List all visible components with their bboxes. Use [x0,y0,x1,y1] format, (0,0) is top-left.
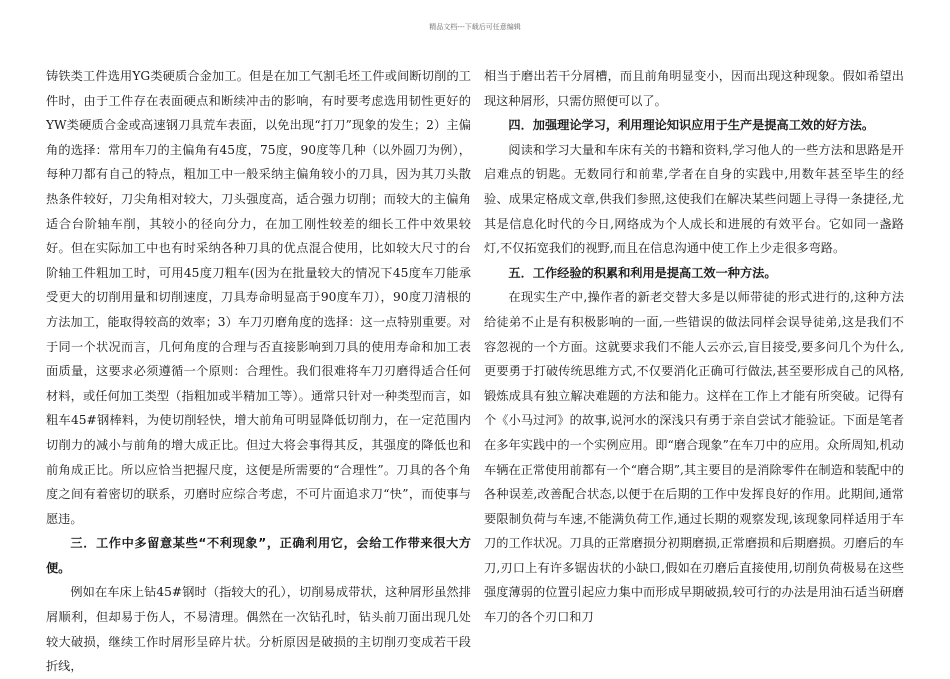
section-heading-5: 五．工作经验的积累和利用是提高工效一种方法。 [508,265,777,280]
paragraph-continuation: 相当于磨出若干分屑槽，而且前角明显变小，因而出现这种现象。假如希望出现这种屑形，只需仿照便可以了。 [484,69,904,108]
page-header: 精品文档---下载后可任意编辑 [429,23,521,31]
section-heading-3: 三．工作中多留意某些“不利现象”，正确利用它，会给工作带来很大方便。 [46,536,471,575]
right-column [484,64,904,664]
paragraph-tool-selection: 铸铁类工件选用YG类硬质合金加工。但是在加工气割毛坯工件或间断切削的工件时，由于工件存在表面硬点和断续冲击的影响，有时要考虑选用韧性更好的YW类硬质合金或高速钢刀具荒车表面，以免出现“打刀”现象的发生；2）主偏角的选择：常用车刀的主偏角有45度，75度，90度等几种（以外圆刀为例），每种刀都有自己的特点，粗加工中一般采纳主偏角较小的刀具，因为其刀头散热条件较好，刀尖角相对较大，刀头强度高，适合强力切削；而较大的主偏角适合台阶轴车削，其较小的径向分力，在加工刚性较差的细长工件中效果较好。但在实际加工中也有时采纳各种刀具的优点混合使用，比如较大尺寸的台阶轴工件粗加工时，可用45度刀粗车(因为在批量较大的情况下45度车刀能承受更大的切削用量和切削速度，刀具寿命明显高于90度车刀），90度刀清根的方法加工，能取得较高的效率；3）车刀刃磨角度的选择：这一点特别重要。对于同一个状况而言，几何角度的合理与否直接影响到刀具的使用寿命和加工表面质量，这要求必须遵循一个原则：合理性。我们很难将车刀刃磨得适合任何材料，或任何加工类型（指粗加或半精加工等）。通常只针对一种类型而言，如粗车45#钢棒料，为使切削轻快，增大前角可明显降低切削力，在一定范围内切削力的减小与前角的增大成正比。但过大将会事得其反，其强度的降低也和前角成正比。所以应恰当把握尺度，这便是所需要的“合理性”。刀具的各个角度之间有着密切的联系，刃磨时应综合考虑，不可片面追求刀“快”，而使事与愿违。 [46,69,471,526]
paragraph-drilling-example: 例如在车床上钻45#钢时（指较大的孔），切削易成带状，这种屑形虽然排屑顺利，但却易于伤人，不易清理。偶然在一次钻孔时，钻头前刀面出现几处较大破损，继续工作时屑形呈碎片状。分析原因是破损的主切削刃变成若干段折线， [46,585,471,674]
section-heading-4: 四．加强理论学习，利用理论知识应用于生产是提高工效的好方法。 [508,118,875,133]
left-column [46,64,471,674]
paragraph-experience: 在现实生产中,操作者的新老交替大多是以师带徒的形式进行的,这种方法给徒弟不止是有积极影响的一面,一些错误的做法同样会误导徒弟,这是我们不容忽视的一个方面。这就要求我们不能人云亦云,盲目接受,要多问几个为什么,更要勇于打破传统思维方式,不仅要消化正确可行做法,甚至要形成自己的风格,锻炼成具有独立解决难题的方法和能力。这样在工作上才能有所突破。记得有个《小马过河》的故事,说河水的深浅只有勇于亲自尝试才能验证。下面是笔者在多年实践中的一个实例应用。即“磨合现象”在车刀中的应用。众所周知,机动车辆在正常使用前都有一个“磨合期”,其主要目的是消除零件在制造和装配中的各种误差,改善配合状态,以便于在后期的工作中发挥良好的作用。此期间,通常要限制负荷与车速,不能满负荷工作,通过长期的观察发现,该现象同样适用于车刀的工作状况。刀具的正常磨损分初期磨损,正常磨损和后期磨损。刃磨后的车刀,刃口上有许多锯齿状的小缺口,假如在刃磨后直接使用,切削负荷极易在这些强度薄弱的位置引起应力集中而形成早期破损,较可行的办法是用油石适当研磨车刀的各个刃口和刀 [484,290,904,625]
paragraph-theory-study: 阅读和学习大量和车床有关的书籍和资料,学习他人的一些方法和思路是开启难点的钥匙。无数同行和前辈,学者在自身的实践中,用数年甚至毕生的经验、成果定格成文章,供我们参照,这使我们在解决某些问题上寻得一条捷径,尤其是信息化时代的今日,网络成为个人成长和进展的有效平台。它如同一盏路灯,不仅拓宽我们的视野,而且在信息沟通中使工作上少走很多弯路。 [484,142,904,256]
